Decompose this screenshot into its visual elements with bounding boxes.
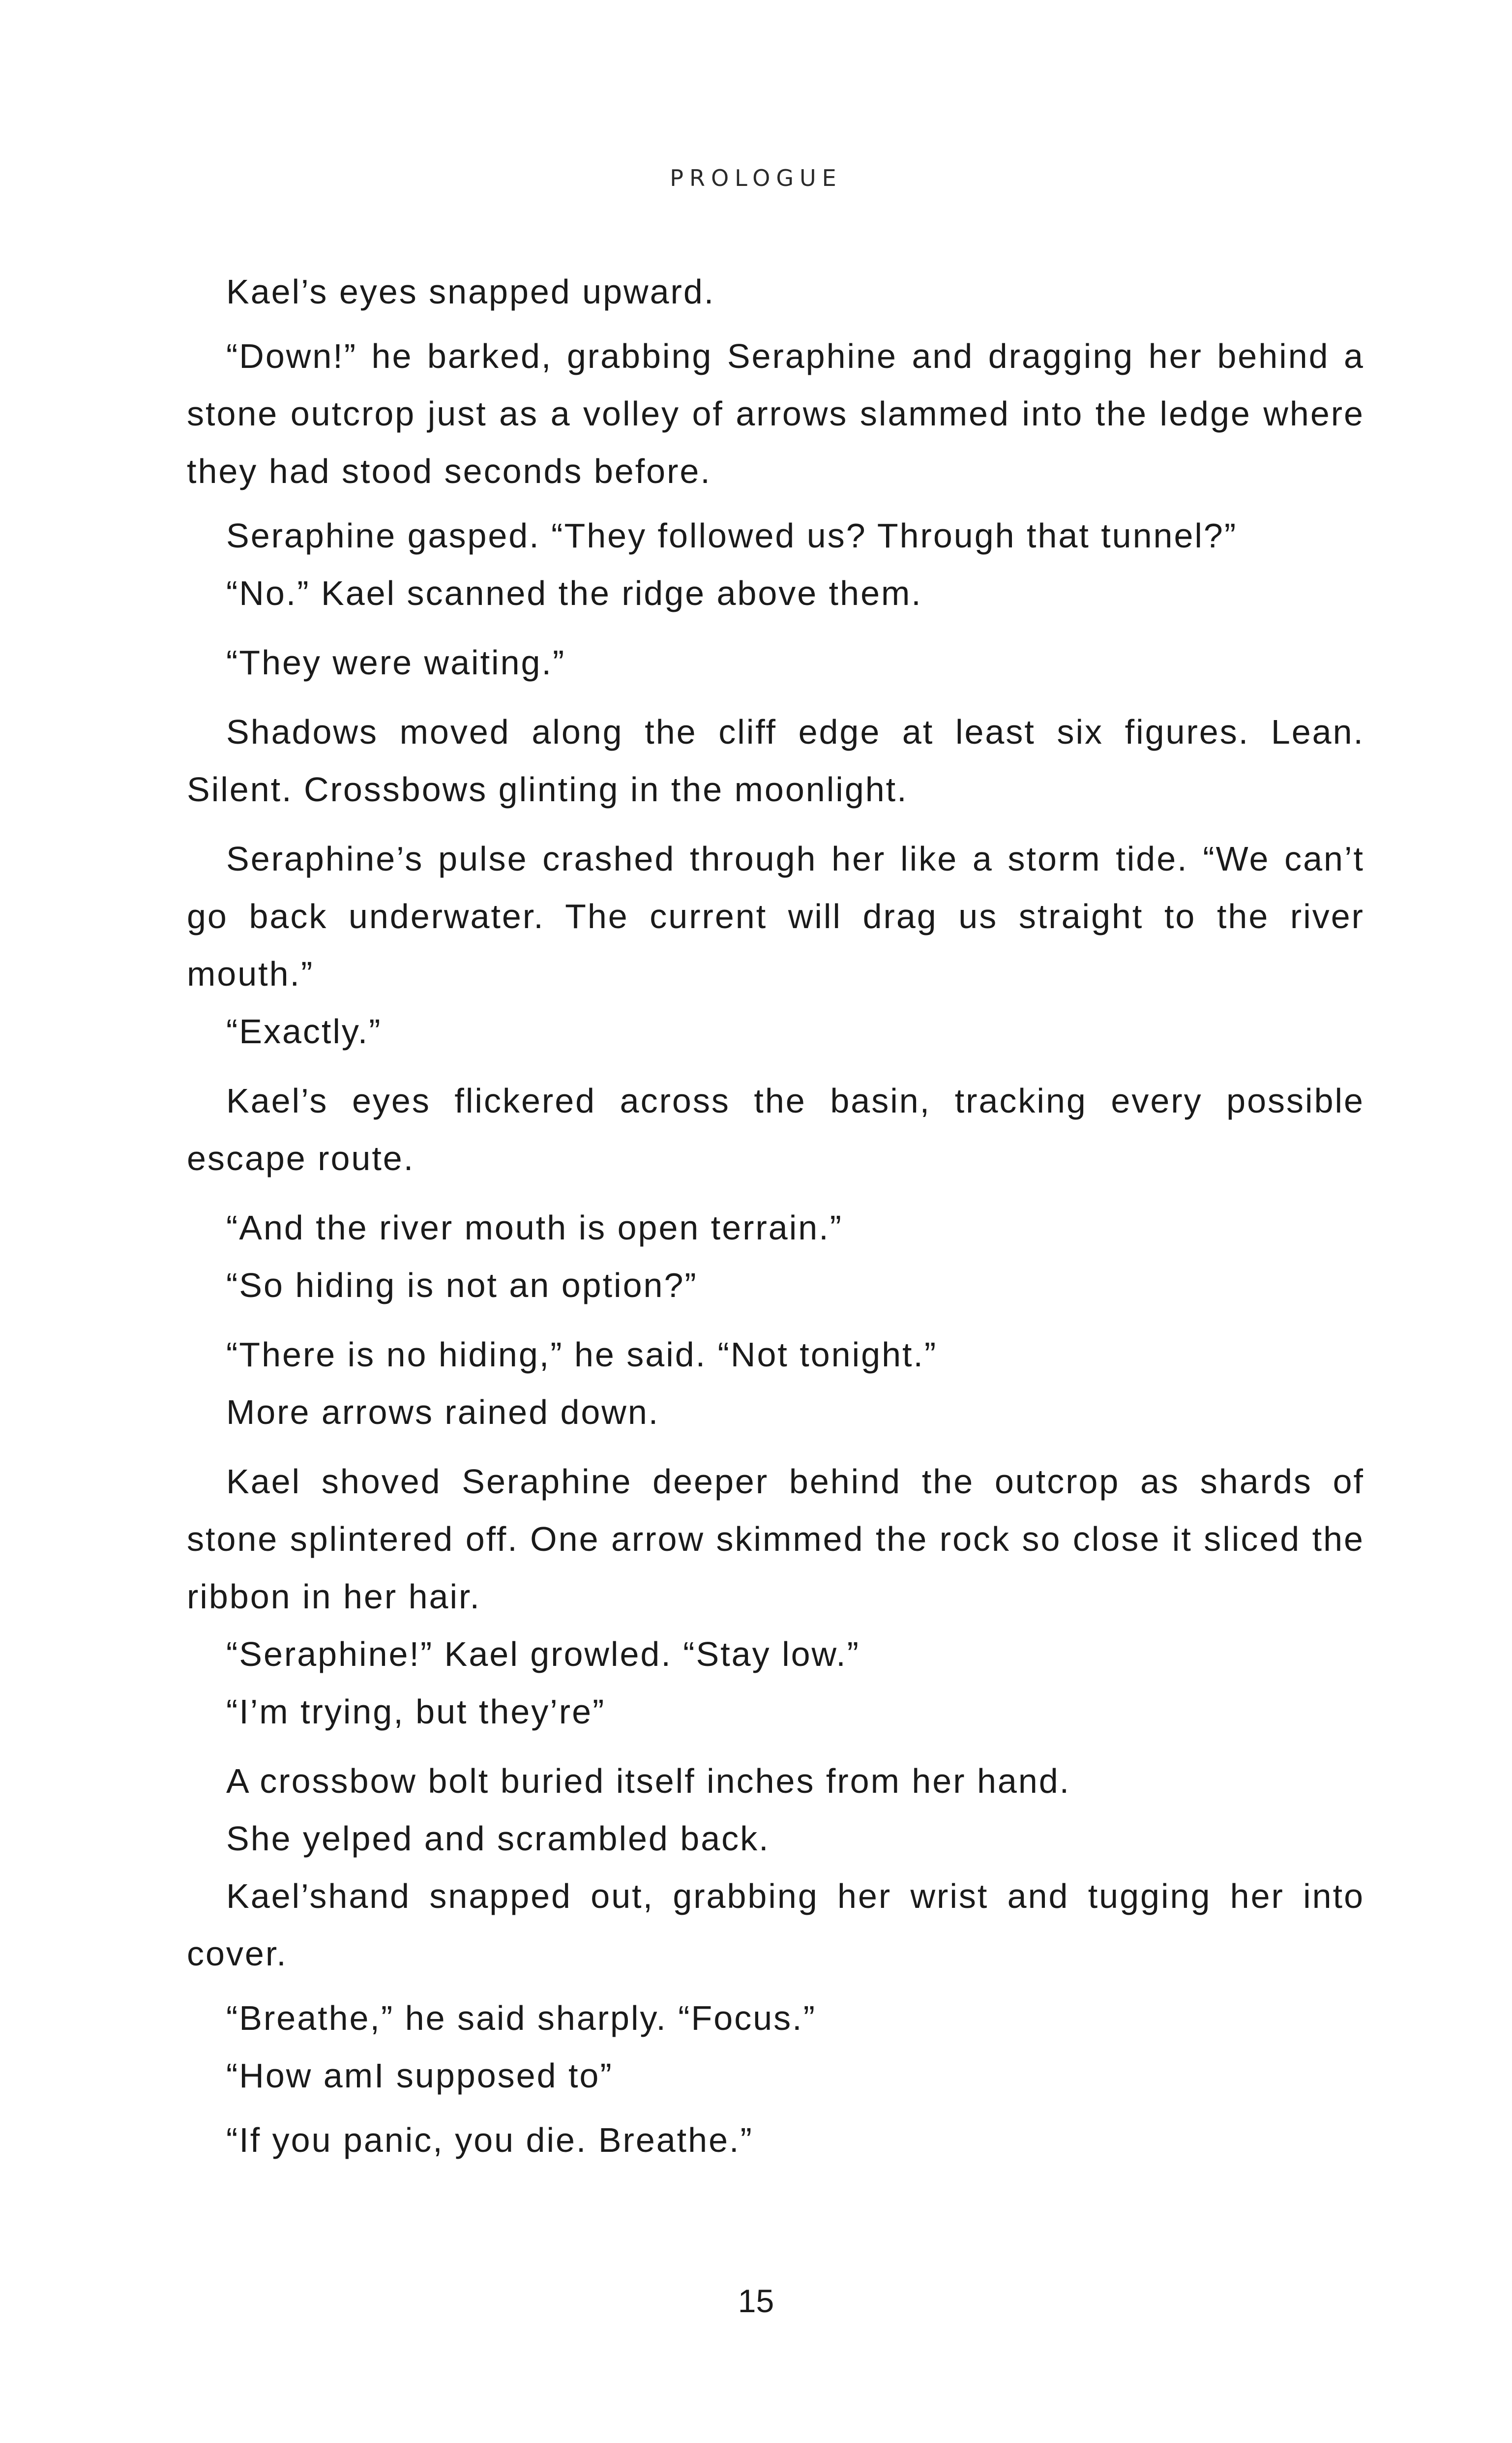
paragraph: Kael shoved Seraphine deeper behind the outcrop as shards of stone splintered off. One arrow skimmed the rock so close it sliced the ribbon in her hair. [187,1462,1364,1616]
paragraph: “Down!” he barked, grabbing Seraphine and dragging her behind a stone outcrop just as a volley of arrows slammed into the ledge where they had stood seconds before. [187,337,1364,490]
paragraph: “Seraphine!” Kael growled. “Stay low.” [226,1635,860,1673]
paragraph: “And the river mouth is open terrain.” [226,1208,843,1247]
paragraph: “If you panic, you die. Breathe.” [226,2121,753,2159]
paragraph: A crossbow bolt buried itself inches from her hand. [226,1762,1071,1800]
paragraph: Kael’s eyes snapped upward. [226,272,715,311]
paragraph: “Breathe,” he said sharply. “Focus.” [226,1999,816,2037]
paragraph: “Exactly.” [226,1012,382,1051]
paragraph: Shadows moved along the cliff edge at least six figures. Lean. Silent. Crossbows glinting in the moonlight. [187,713,1364,809]
body-text [187,263,1364,2169]
running-header: PROLOGUE [670,165,842,191]
paragraph: Seraphine’s pulse crashed through her like a storm tide. “We can’t go back underwater. The current will drag us straight to the river mouth.” [187,840,1364,993]
paragraph: Kael’shand snapped out, grabbing her wrist and tugging her into cover. [187,1877,1364,1973]
page-number: 15 [738,2283,774,2319]
paragraph: Kael’s eyes flickered across the basin, tracking every possible escape route. [187,1082,1364,1177]
paragraph: “There is no hiding,” he said. “Not tonight.” [226,1335,938,1374]
paragraph: “I’m trying, but they’re” [226,1692,606,1731]
paragraph: She yelped and scrambled back. [226,1819,770,1858]
paragraph: “They were waiting.” [226,643,566,682]
paragraph: “So hiding is not an option?” [226,1266,698,1304]
paragraph: Seraphine gasped. “They followed us? Through that tunnel?” [226,516,1238,555]
paragraph: More arrows rained down. [226,1393,660,1431]
paragraph: “How amI supposed to” [226,2056,613,2095]
paragraph: “No.” Kael scanned the ridge above them. [226,574,922,612]
